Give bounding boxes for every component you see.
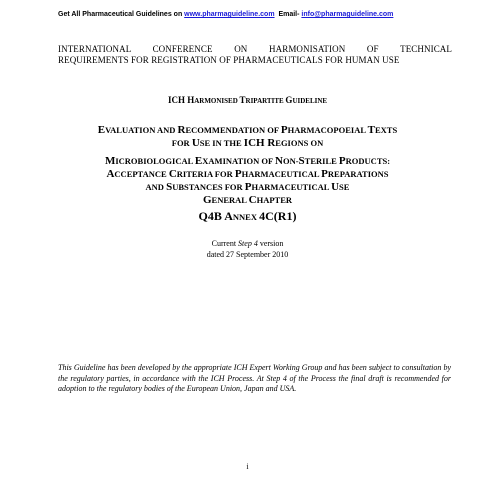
title-line-4 <box>40 168 455 181</box>
title-part: EXTS <box>375 125 398 135</box>
version-suffix: version <box>257 239 284 248</box>
title-part: ICROBIOLOGICAL <box>115 156 195 166</box>
title-part: ENERAL <box>211 195 249 205</box>
organization-line-2: REQUIREMENTS FOR REGISTRATION OF PHARMACEUTICALS FOR HUMAN USE <box>58 55 400 65</box>
title-part: UBSTANCES FOR <box>172 182 245 192</box>
title-part: RITERIA FOR <box>176 169 235 179</box>
title-part: HARMACEUTICAL <box>251 182 332 192</box>
header-line <box>58 11 393 18</box>
version-info <box>0 238 495 260</box>
title-part: ICH R <box>243 137 276 149</box>
guideline-type-part: ICH H <box>167 95 195 105</box>
title-part: P <box>234 168 242 180</box>
title-line-5 <box>40 181 455 194</box>
title-part: RODUCTS: <box>345 156 391 166</box>
title-part: REPARATIONS <box>327 169 389 179</box>
title-line-2 <box>40 137 455 150</box>
title-line-6 <box>40 194 455 207</box>
title-part: 4C(R1) <box>259 209 297 223</box>
title-part: M <box>104 155 116 167</box>
version-line <box>0 238 495 249</box>
title-part: XAMINATION OF <box>202 156 275 166</box>
title-part: CCEPTANCE <box>114 169 169 179</box>
title-part: G <box>202 194 212 206</box>
title-part: ECOMMENDATION OF <box>185 125 281 135</box>
disclaimer-paragraph: This Guideline has been developed by the appropriate ICH Expert Working Group and has been subject to consultation by the regulatory parties, in accordance with the ICH Process. At Step 4 of the Process the final draft is recommended for adoption to the regulatory bodies of the European Union, Japan and USA. <box>58 363 451 393</box>
title-part: N <box>275 155 283 167</box>
organization-name <box>58 44 452 66</box>
title-part: HAPTER <box>256 195 293 205</box>
title-part: SE IN THE <box>199 138 244 148</box>
guideline-type-part: G <box>285 95 293 105</box>
document-code <box>40 209 455 225</box>
title-part: T <box>367 124 375 136</box>
title-part: Q4B A <box>198 209 233 223</box>
title-part: FOR <box>171 138 192 148</box>
title-part: P <box>338 155 346 167</box>
version-step: Step 4 <box>238 239 258 248</box>
title-part: TERILE <box>304 156 339 166</box>
title-part: NNEX <box>232 212 260 222</box>
organization-line-1: INTERNATIONAL CONFERENCE ON HARMONISATION OF TECHNICAL <box>58 44 452 54</box>
title-part: S <box>166 181 173 193</box>
page-number: i <box>246 462 249 471</box>
title-part: R <box>177 124 186 136</box>
title-part: P <box>280 124 288 136</box>
version-prefix: Current <box>211 239 239 248</box>
title-line-3 <box>40 155 455 168</box>
title-part: EGIONS ON <box>275 138 324 148</box>
title-part: S <box>298 155 305 167</box>
title-part: P <box>244 181 252 193</box>
title-line-1 <box>40 124 455 137</box>
guideline-type-part: UIDELINE <box>292 97 328 105</box>
title-part: E <box>97 124 106 136</box>
title-part: C <box>248 194 257 206</box>
guideline-type <box>0 95 495 105</box>
guideline-type-part: T <box>239 95 246 105</box>
guideline-type-part: RIPARTITE <box>245 97 286 105</box>
title-part: E <box>194 155 203 167</box>
website-link[interactable]: www.pharmaguideline.com <box>184 11 275 18</box>
email-link[interactable]: info@pharmaguideline.com <box>301 11 394 18</box>
title-part: U <box>191 137 200 149</box>
title-part: AND <box>145 182 167 192</box>
title-part: SE <box>339 182 350 192</box>
guideline-type-part: ARMONISED <box>194 97 240 105</box>
document-title <box>40 124 455 225</box>
title-part: U <box>331 181 340 193</box>
title-part: C <box>168 168 177 180</box>
title-part: A <box>106 168 115 180</box>
email-label: Email- <box>278 11 302 18</box>
title-part: VALUATION AND <box>105 125 178 135</box>
title-part: HARMACEUTICAL <box>241 169 322 179</box>
title-part: P <box>321 168 328 180</box>
title-part: HARMACOPOEIAL <box>287 125 368 135</box>
title-part: ON- <box>282 156 299 166</box>
version-date: dated 27 September 2010 <box>206 250 289 259</box>
header-prefix: Get All Pharmaceutical Guidelines on <box>58 11 185 18</box>
